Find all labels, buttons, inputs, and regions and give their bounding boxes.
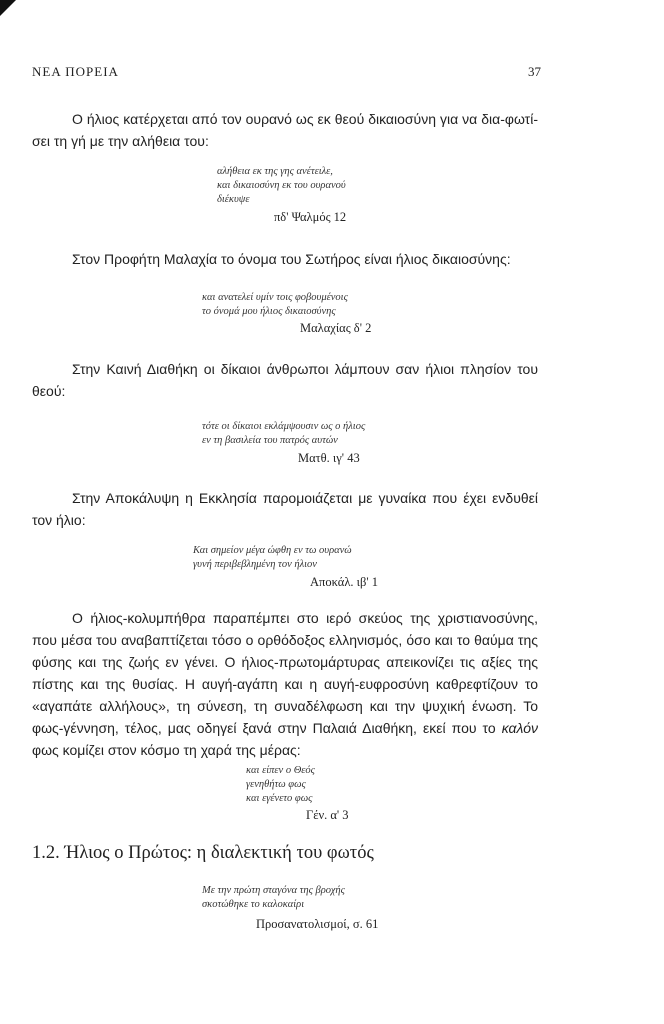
paragraph-sun-descends: Ο ήλιος κατέρχεται από τον ουρανό ως εκ θεού δικαιοσύνη για να δια-φωτί-σει τη γή με την αλήθεια του: — [32, 111, 538, 149]
quote-line: αλήθεια εκ της γης ανέτειλε, — [217, 166, 333, 177]
quote-line: και δικαιοσύνη εκ του ουρανού — [217, 180, 346, 191]
paragraph-text: Ο ήλιος-κολυμπήθρα παραπέμπει στο ιερό σκεύος της χριστιανοσύνης, που μέσα του αναβαπτίζεται τόσο ο ορθόδοξος ελληνισμός, όσο και το θαύμα της φύσης και της ζωής εν γένει. Ο ήλιος-πρωτομάρτυρας απεικονίζει τις αξίες της πίστης και της θυσίας. Η αυγή-αγάπη και η αυγή-ευφροσύνη καθρεφτίζουν το «αγαπάτε αλλήλους», τη σύνεση, τη συναδέλφωση και την ψυχική ένωση. Το φως-γέννηση, τέλος, μας οδηγεί ξανά στην Παλαιά Διαθήκη, εκεί που το — [32, 610, 538, 736]
quote-malachi — [202, 291, 348, 319]
citation-malachi: Μαλαχίας δ' 2 — [300, 321, 372, 335]
citation-orientations: Προσανατολισμοί, σ. 61 — [256, 917, 379, 931]
quote-line: τότε οι δίκαιοι εκλάμψουσιν ως ο ήλιος — [202, 421, 366, 432]
quote-matthew — [202, 420, 365, 448]
quote-line: σκοτώθηκε το καλοκαίρι — [202, 899, 305, 910]
citation-apocalypse: Αποκάλ. ιβ' 1 — [310, 575, 378, 589]
quote-line: και ανατελεί υμίν τοις φοβουμένοις — [202, 292, 348, 303]
quote-line: εν τη βασιλεία του πατρός αυτών — [202, 435, 338, 446]
quote-orientations — [202, 884, 345, 912]
paragraph-apocalypse: Στην Αποκάλυψη η Εκκλησία παρομοιάζεται με γυναίκα που έχει ενδυθεί τον ήλιο: — [32, 490, 538, 528]
quote-line: Με την πρώτη σταγόνα της βροχής — [202, 885, 345, 896]
quote-line: διέκυψε — [217, 194, 250, 205]
section-heading: 1.2. Ήλιος ο Πρώτος: η διαλεκτική του φωτός — [32, 843, 374, 863]
paragraph-malachi: Στον Προφήτη Μαλαχία το όνομα του Σωτήρος είναι ήλιος δικαιοσύνης: — [72, 251, 511, 267]
paragraph-new-testament: Στην Καινή Διαθήκη οι δίκαιοι άνθρωποι λάμπουν σαν ήλιοι πλησίον του θεού: — [32, 361, 538, 399]
citation-genesis: Γέν. α' 3 — [306, 808, 349, 822]
citation-matthew: Ματθ. ιγ' 43 — [298, 451, 360, 465]
emphasized-word: καλόν — [501, 720, 538, 736]
quote-line: γενηθήτω φως — [246, 779, 306, 790]
scan-corner-mark — [0, 0, 16, 16]
quote-apocalypse — [193, 544, 352, 572]
citation-psalm: πδ' Ψαλμός 12 — [274, 210, 347, 224]
quote-line: και εγένετο φως — [246, 793, 313, 804]
page-number: 37 — [528, 64, 541, 79]
quote-line: γυνή περιβεβλημένη τον ήλιον — [193, 559, 317, 570]
quote-psalm — [217, 165, 346, 207]
paragraph-sun-symbolism — [32, 607, 538, 761]
paragraph-text: φως κομίζει στον κόσμο τη χαρά της μέρας: — [32, 742, 301, 758]
running-head: ΝΕΑ ΠΟΡΕΙΑ — [32, 64, 119, 79]
quote-line: Και σημείον μέγα ώφθη εν τω ουρανώ — [193, 545, 352, 556]
quote-genesis — [246, 764, 315, 806]
quote-line: το όνομά μου ήλιος δικαιοσύνης — [202, 306, 336, 317]
quote-line: και είπεν ο Θεός — [246, 765, 315, 776]
